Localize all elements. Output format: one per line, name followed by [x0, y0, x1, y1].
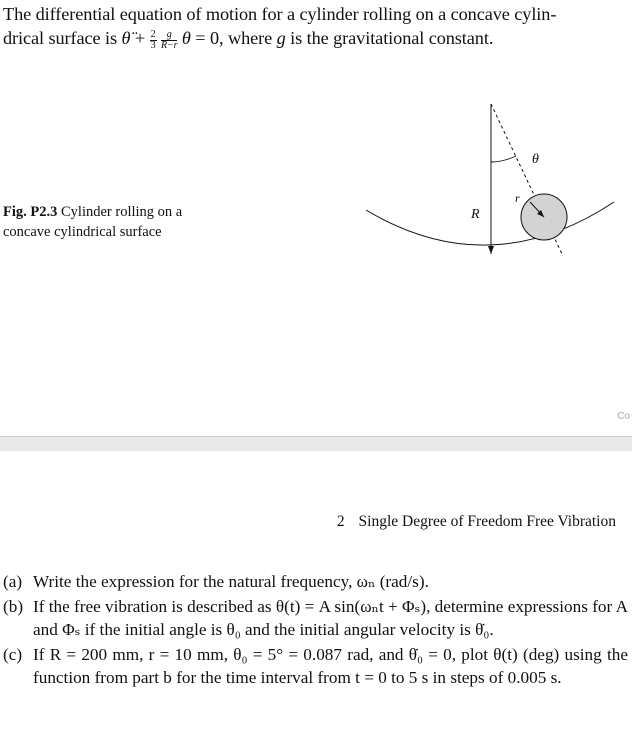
- part-text: If the free vibration is described as θ(t) = A sin(ωₙt + Φₛ), determine expressions for A and Φₛ if the initial angle is θ₀ and the initial angular velocity is θ̇₀.: [33, 596, 628, 639]
- intro-text-c: is the gravitational constant.: [290, 28, 494, 48]
- fraction-numerator: g: [161, 30, 177, 41]
- intro-text-b: where: [227, 28, 273, 48]
- intro-line-2: [3, 26, 631, 51]
- plus-sign: +: [134, 28, 146, 48]
- part-c: [3, 643, 628, 690]
- fraction-two-thirds: [150, 30, 157, 51]
- g-symbol: g: [276, 28, 286, 48]
- part-text: Write the expression for the natural frequency, ωₙ (rad/s).: [33, 572, 429, 591]
- intro-text-a: drical surface is: [3, 28, 118, 48]
- figure-caption: [3, 202, 203, 242]
- page-separator: [0, 436, 632, 452]
- caption-text: Cylinder rolling on a concave cylindrical surface: [3, 204, 183, 240]
- lower-page: [0, 451, 632, 732]
- part-label: (a): [3, 572, 23, 591]
- corner-text: Co: [617, 411, 630, 422]
- label-r: r: [515, 191, 520, 205]
- vertical-arrowhead: [488, 246, 494, 254]
- chapter-title: Single Degree of Freedom Free Vibration: [358, 513, 616, 530]
- cylinder-figure: [360, 96, 620, 266]
- theta-symbol: θ: [181, 28, 191, 48]
- concave-surface-arc: [366, 202, 614, 245]
- part-b: [3, 595, 628, 642]
- part-a: [3, 570, 628, 594]
- problem-parts: [3, 570, 628, 691]
- running-head: [337, 513, 616, 531]
- label-theta: θ: [532, 152, 539, 167]
- page-number: 2: [336, 513, 345, 530]
- part-label: (b): [3, 596, 24, 616]
- fraction-denominator: 3: [150, 40, 156, 51]
- label-R: R: [471, 207, 480, 222]
- fraction-denominator: R−r: [160, 40, 178, 51]
- intro-line-1: The differential equation of motion for a cylinder rolling on a concave cylin-: [3, 4, 557, 24]
- fraction-numerator: 2: [150, 29, 156, 40]
- theta-double-dot: θ̈: [121, 28, 131, 48]
- fraction-g-over-r: [161, 30, 177, 51]
- part-text: If R = 200 mm, r = 10 mm, θ₀ = 5° = 0.087 rad, and θ̇₀ = 0, plot θ(t) (deg) using the function from part b for the time interval from t = 0 to 5 s in steps of 0.005 s.: [33, 644, 628, 687]
- theta-angle-arc: [491, 156, 516, 162]
- problem-intro: [3, 2, 631, 51]
- part-label: (c): [3, 644, 23, 664]
- caption-label: Fig. P2.3: [3, 204, 58, 220]
- equals-zero: = 0,: [195, 28, 224, 48]
